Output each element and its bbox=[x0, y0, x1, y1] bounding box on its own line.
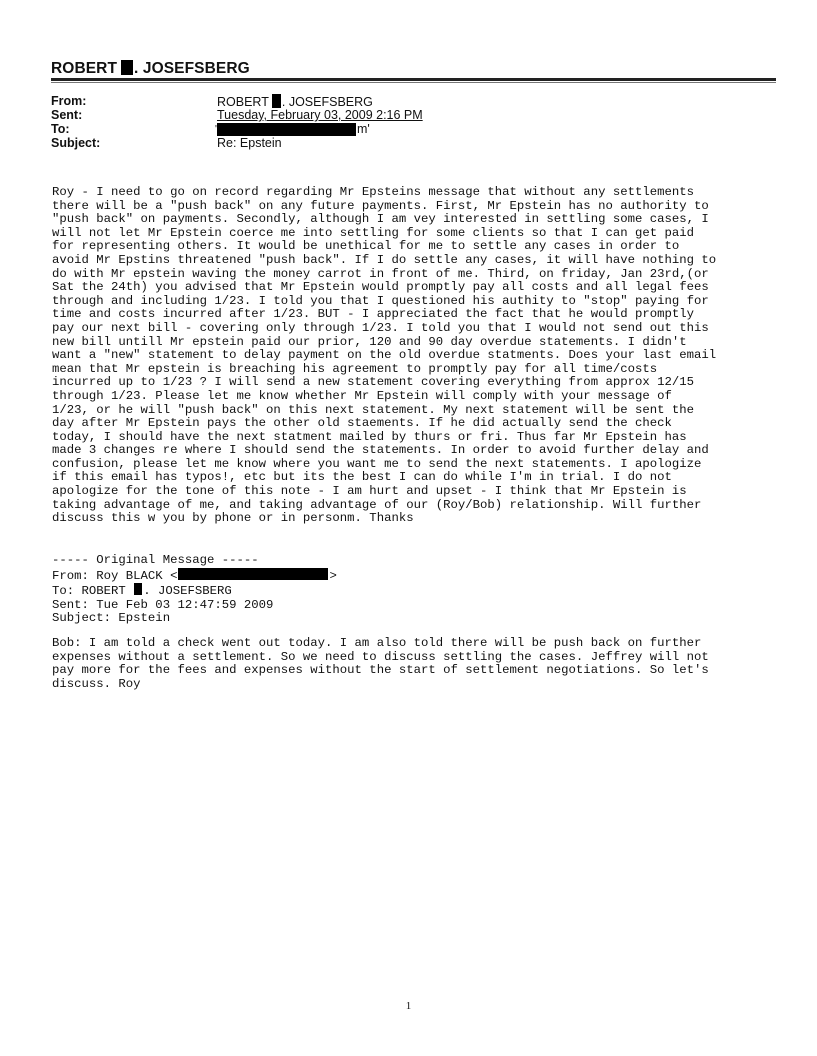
body-line: through 1/23. Please let me know whether Mr Epstein will comply with your message of bbox=[52, 388, 672, 403]
redaction-block bbox=[272, 94, 281, 108]
original-sent-line: Sent: Tue Feb 03 12:47:59 2009 bbox=[52, 597, 274, 612]
body-line: Sat the 24th) you advised that Mr Epstein would promptly pay all costs and all legal fees bbox=[52, 280, 709, 295]
reply-line: expenses without a settlement. So we need to discuss settling the cases. Jeffrey will not bbox=[52, 649, 709, 664]
body-line: time and costs incurred after 1/23. BUT - I appreciated the fact that he would promptly bbox=[52, 307, 695, 322]
meta-subject-label: Subject: bbox=[51, 136, 101, 150]
meta-from-first: ROBERT bbox=[217, 95, 269, 109]
header-rule bbox=[51, 78, 776, 81]
body-line: want a "new" statement to delay payment on the old overdue statments. Does your last email bbox=[52, 348, 717, 363]
reply-line: pay more for the fees and expenses without the start of settlement negotiations. So let's bbox=[52, 663, 709, 678]
meta-from-label: From: bbox=[51, 94, 87, 108]
meta-to-tail: m' bbox=[357, 122, 370, 136]
reply-line: Bob: I am told a check went out today. I am also told there will be push back on further bbox=[52, 636, 702, 650]
original-subject-line: Subject: Epstein bbox=[52, 611, 171, 626]
body-line: 1/23, or he will "push back" on this next statement. My next statement will be sent the bbox=[52, 402, 695, 417]
header-first-name: ROBERT bbox=[51, 60, 118, 77]
body-line: "push back" on payments. Secondly, although I am vey interested in settling some cases, I bbox=[52, 212, 709, 227]
redaction-block bbox=[178, 568, 328, 580]
body-line: through and including 1/23. I told you that I questioned his authity to "stop" paying for bbox=[52, 293, 709, 308]
body-line: made 3 changes re where I should send the statements. In order to avoid further delay and bbox=[52, 443, 709, 458]
redaction-block bbox=[217, 123, 356, 136]
original-to-prefix: To: ROBERT bbox=[52, 584, 134, 599]
original-message-header bbox=[52, 554, 337, 626]
header-last-name: . JOSEFSBERG bbox=[134, 60, 250, 77]
meta-to-tick: ' bbox=[215, 124, 217, 135]
body-line: do with Mr epstein waving the money carrot in front of me. Third, on friday, Jan 23rd,(or bbox=[52, 266, 709, 281]
meta-from-last: . JOSEFSBERG bbox=[281, 95, 373, 109]
original-from-line bbox=[52, 568, 337, 584]
body-line: apologize for the tone of this note - I am hurt and upset - I think that Mr Epstein is bbox=[52, 484, 687, 499]
original-message-body bbox=[52, 637, 709, 691]
original-from-suffix: > bbox=[329, 568, 337, 583]
body-line: there will be a "push back" on any future payments. First, Mr Epstein has no authority to bbox=[52, 198, 709, 213]
body-line: incurred up to 1/23 ? I will send a new statement covering everything from approx 12/15 bbox=[52, 375, 695, 390]
redaction-block bbox=[134, 583, 142, 595]
meta-subject-value: Re: Epstein bbox=[217, 136, 282, 150]
body-line: pay our next bill - covering only through 1/23. I told you that I would not send out this bbox=[52, 320, 709, 335]
email-body bbox=[52, 186, 716, 526]
meta-sent-label: Sent: bbox=[51, 108, 83, 122]
body-line: Roy - I need to go on record regarding Mr Epsteins message that without any settlements bbox=[52, 185, 695, 199]
body-line: will not let Mr Epstein coerce me into settling for some clients so that I can get paid bbox=[52, 225, 695, 240]
body-line: today, I should have the next statment mailed by thurs or fri. Thus far Mr Epstein has bbox=[52, 429, 687, 444]
body-line: if this email has typos!, etc but its the best I can do while I'm in trial. I do not bbox=[52, 470, 672, 485]
reply-line: discuss. Roy bbox=[52, 676, 141, 691]
body-line: new bill untill Mr epstein paid our prior, 120 and 90 day overdue statements. I didn't bbox=[52, 334, 687, 349]
body-line: avoid Mr Epstins threatened "push back". If I do settle any cases, it will have nothing to bbox=[52, 252, 717, 267]
body-line: for representing others. It would be unethical for me to settle any cases in order to bbox=[52, 239, 680, 254]
body-line: taking advantage of me, and taking advantage of our (Roy/Bob) relationship. Will further bbox=[52, 497, 702, 512]
original-divider: ----- Original Message ----- bbox=[52, 553, 259, 567]
meta-to-label: To: bbox=[51, 122, 70, 136]
body-line: confusion, please let me know where you want me to send the next statements. I apologize bbox=[52, 456, 702, 471]
body-line: mean that Mr epstein is breaching his agreement to promptly pay for all time/costs bbox=[52, 361, 658, 376]
original-to-line bbox=[52, 583, 337, 599]
header-rule-secondary bbox=[51, 82, 776, 83]
original-from-prefix: From: Roy BLACK < bbox=[52, 568, 178, 583]
meta-from-value bbox=[217, 94, 373, 109]
document-header-name bbox=[51, 60, 250, 78]
body-line: day after Mr Epstein pays the other old staements. If he did actually send the check bbox=[52, 416, 672, 431]
page-number: 1 bbox=[405, 1000, 412, 1012]
body-line: discuss this w you by phone or in personm. Thanks bbox=[52, 511, 414, 526]
original-to-suffix: . JOSEFSBERG bbox=[143, 584, 232, 599]
meta-sent-value: Tuesday, February 03, 2009 2:16 PM bbox=[217, 108, 423, 122]
redaction-block bbox=[121, 60, 133, 75]
